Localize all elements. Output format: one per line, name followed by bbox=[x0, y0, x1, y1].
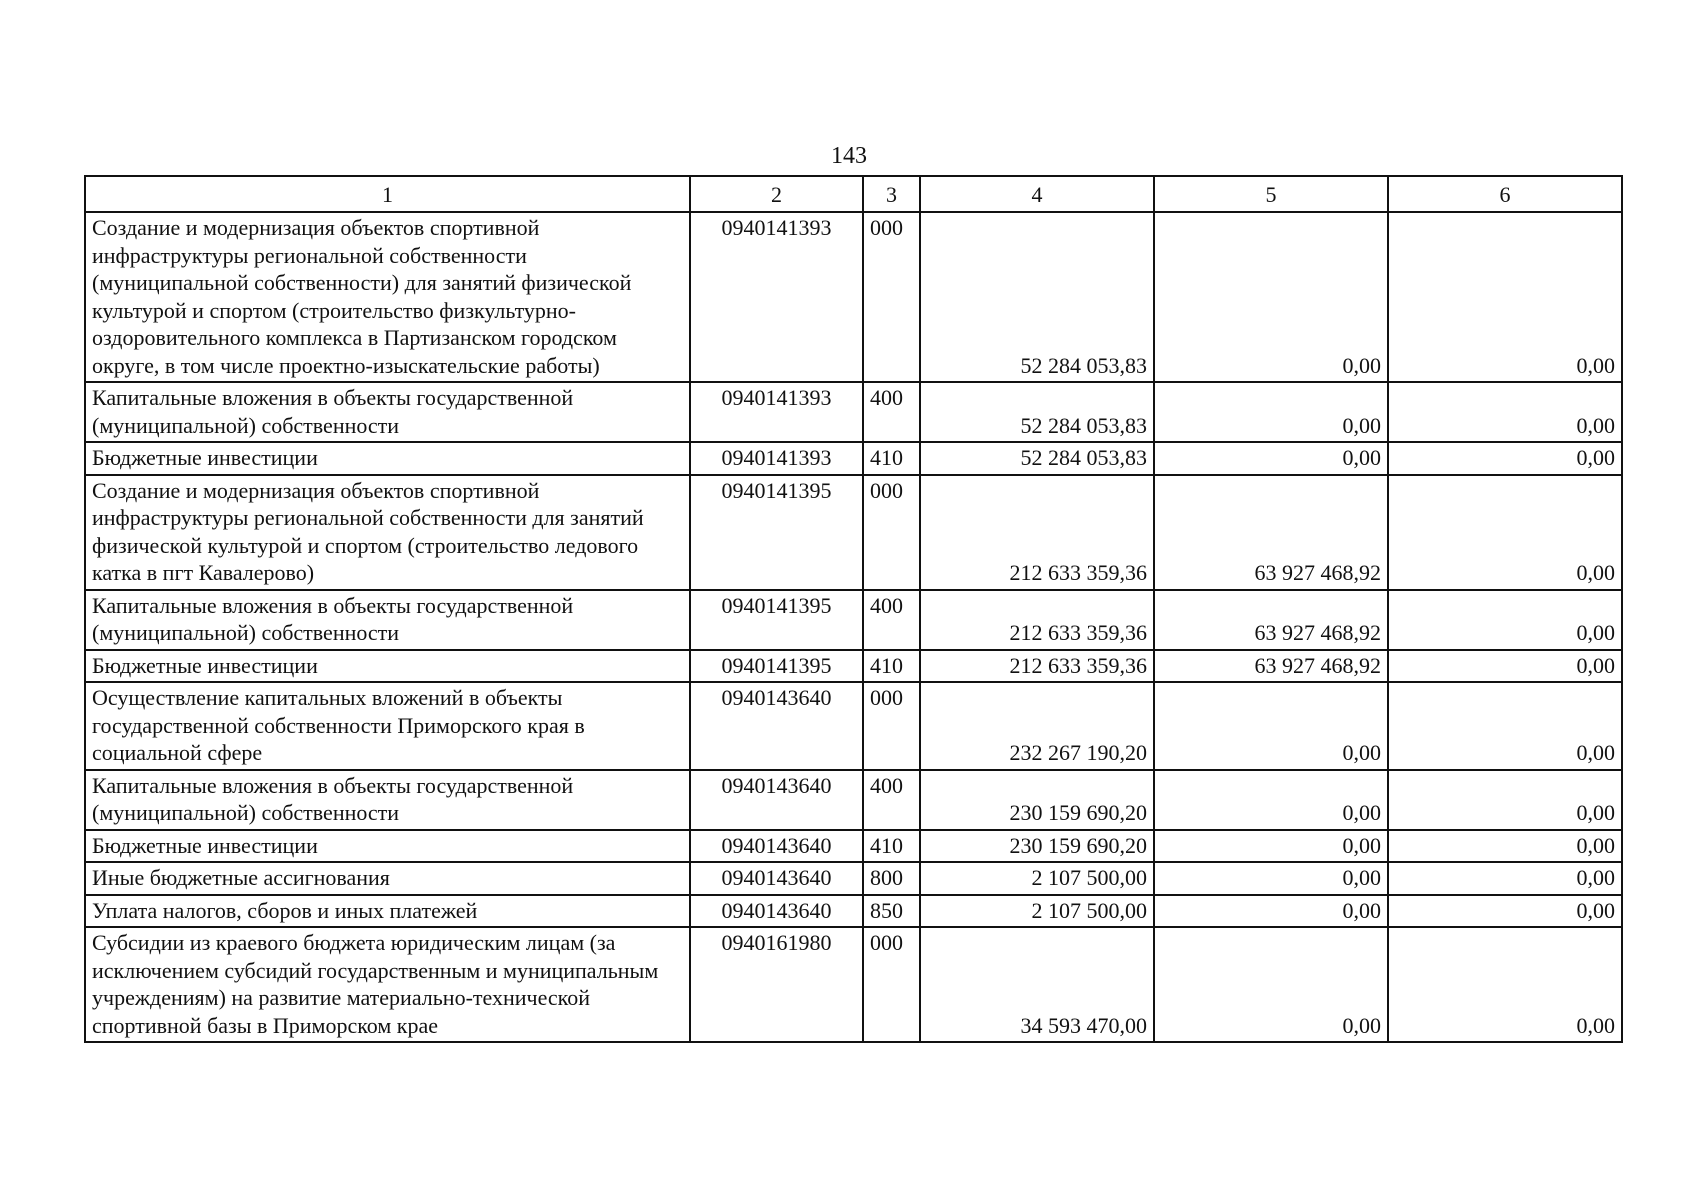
row-amount-col5: 0,00 bbox=[1154, 927, 1388, 1042]
row-amount-col4: 232 267 190,20 bbox=[920, 682, 1154, 770]
row-name: Субсидии из краевого бюджета юридическим лицам (за исключением субсидий государственным и муниципальным учреждениям) на развитие материально-технической спортивной базы в Приморском крае bbox=[85, 927, 690, 1042]
column-header-1: 1 bbox=[85, 176, 690, 212]
row-target-code: 0940141393 bbox=[690, 442, 863, 475]
row-amount-col6: 0,00 bbox=[1388, 862, 1622, 895]
row-expense-type: 000 bbox=[863, 475, 920, 590]
row-name: Бюджетные инвестиции bbox=[85, 650, 690, 683]
row-expense-type: 410 bbox=[863, 442, 920, 475]
row-amount-col4: 2 107 500,00 bbox=[920, 895, 1154, 928]
row-expense-type: 410 bbox=[863, 650, 920, 683]
row-amount-col4: 212 633 359,36 bbox=[920, 475, 1154, 590]
row-amount-col5: 0,00 bbox=[1154, 770, 1388, 830]
row-target-code: 0940161980 bbox=[690, 927, 863, 1042]
table-row bbox=[85, 475, 1622, 590]
table-row bbox=[85, 927, 1622, 1042]
row-target-code: 0940141395 bbox=[690, 650, 863, 683]
row-amount-col6: 0,00 bbox=[1388, 682, 1622, 770]
row-target-code: 0940143640 bbox=[690, 830, 863, 863]
table-row bbox=[85, 862, 1622, 895]
table-row bbox=[85, 830, 1622, 863]
row-amount-col6: 0,00 bbox=[1388, 590, 1622, 650]
row-amount-col6: 0,00 bbox=[1388, 830, 1622, 863]
row-target-code: 0940143640 bbox=[690, 862, 863, 895]
row-expense-type: 000 bbox=[863, 212, 920, 382]
budget-table bbox=[84, 175, 1623, 1043]
row-name: Уплата налогов, сборов и иных платежей bbox=[85, 895, 690, 928]
row-amount-col6: 0,00 bbox=[1388, 475, 1622, 590]
row-amount-col5: 0,00 bbox=[1154, 382, 1388, 442]
row-amount-col6: 0,00 bbox=[1388, 382, 1622, 442]
table-row bbox=[85, 442, 1622, 475]
row-expense-type: 000 bbox=[863, 682, 920, 770]
table-row bbox=[85, 590, 1622, 650]
row-amount-col5: 63 927 468,92 bbox=[1154, 475, 1388, 590]
row-target-code: 0940141393 bbox=[690, 212, 863, 382]
row-expense-type: 400 bbox=[863, 590, 920, 650]
row-amount-col6: 0,00 bbox=[1388, 770, 1622, 830]
row-amount-col6: 0,00 bbox=[1388, 212, 1622, 382]
row-amount-col5: 0,00 bbox=[1154, 442, 1388, 475]
column-header-6: 6 bbox=[1388, 176, 1622, 212]
row-amount-col4: 52 284 053,83 bbox=[920, 212, 1154, 382]
row-amount-col6: 0,00 bbox=[1388, 927, 1622, 1042]
row-amount-col5: 0,00 bbox=[1154, 682, 1388, 770]
table-row bbox=[85, 382, 1622, 442]
row-expense-type: 850 bbox=[863, 895, 920, 928]
row-target-code: 0940143640 bbox=[690, 770, 863, 830]
row-name: Создание и модернизация объектов спортивной инфраструктуры региональной собственности для занятий физической культурой и спортом (строительство ледового катка в пгт Кавалерово) bbox=[85, 475, 690, 590]
column-header-5: 5 bbox=[1154, 176, 1388, 212]
row-target-code: 0940143640 bbox=[690, 682, 863, 770]
row-amount-col5: 0,00 bbox=[1154, 895, 1388, 928]
row-name: Иные бюджетные ассигнования bbox=[85, 862, 690, 895]
row-amount-col5: 0,00 bbox=[1154, 830, 1388, 863]
row-name: Капитальные вложения в объекты государственной (муниципальной) собственности bbox=[85, 382, 690, 442]
row-expense-type: 000 bbox=[863, 927, 920, 1042]
row-amount-col4: 230 159 690,20 bbox=[920, 830, 1154, 863]
header-row bbox=[85, 176, 1622, 212]
table-row bbox=[85, 895, 1622, 928]
row-amount-col5: 63 927 468,92 bbox=[1154, 590, 1388, 650]
row-expense-type: 400 bbox=[863, 382, 920, 442]
row-amount-col6: 0,00 bbox=[1388, 442, 1622, 475]
row-name: Создание и модернизация объектов спортивной инфраструктуры региональной собственности (муниципальной собственности) для занятий физической культурой и спортом (строительство физкультурно-оздоровительного комплекса в Партизанском городском округе, в том числе проектно-изыскательские работы) bbox=[85, 212, 690, 382]
row-amount-col5: 0,00 bbox=[1154, 862, 1388, 895]
row-amount-col6: 0,00 bbox=[1388, 650, 1622, 683]
row-expense-type: 800 bbox=[863, 862, 920, 895]
row-amount-col4: 212 633 359,36 bbox=[920, 590, 1154, 650]
row-target-code: 0940141395 bbox=[690, 590, 863, 650]
row-amount-col5: 63 927 468,92 bbox=[1154, 650, 1388, 683]
row-target-code: 0940141395 bbox=[690, 475, 863, 590]
row-name: Бюджетные инвестиции bbox=[85, 830, 690, 863]
row-name: Осуществление капитальных вложений в объекты государственной собственности Приморского края в социальной сфере bbox=[85, 682, 690, 770]
table-row bbox=[85, 650, 1622, 683]
table-row bbox=[85, 682, 1622, 770]
page-number: 143 bbox=[831, 143, 867, 169]
column-header-3: 3 bbox=[863, 176, 920, 212]
row-amount-col4: 2 107 500,00 bbox=[920, 862, 1154, 895]
row-target-code: 0940141393 bbox=[690, 382, 863, 442]
row-name: Капитальные вложения в объекты государственной (муниципальной) собственности bbox=[85, 770, 690, 830]
column-header-4: 4 bbox=[920, 176, 1154, 212]
row-amount-col4: 34 593 470,00 bbox=[920, 927, 1154, 1042]
table-row bbox=[85, 770, 1622, 830]
row-expense-type: 410 bbox=[863, 830, 920, 863]
row-target-code: 0940143640 bbox=[690, 895, 863, 928]
row-amount-col6: 0,00 bbox=[1388, 895, 1622, 928]
table-row bbox=[85, 212, 1622, 382]
row-amount-col4: 230 159 690,20 bbox=[920, 770, 1154, 830]
row-amount-col5: 0,00 bbox=[1154, 212, 1388, 382]
row-amount-col4: 52 284 053,83 bbox=[920, 382, 1154, 442]
row-expense-type: 400 bbox=[863, 770, 920, 830]
row-name: Капитальные вложения в объекты государственной (муниципальной) собственности bbox=[85, 590, 690, 650]
column-header-2: 2 bbox=[690, 176, 863, 212]
row-name: Бюджетные инвестиции bbox=[85, 442, 690, 475]
row-amount-col4: 52 284 053,83 bbox=[920, 442, 1154, 475]
row-amount-col4: 212 633 359,36 bbox=[920, 650, 1154, 683]
